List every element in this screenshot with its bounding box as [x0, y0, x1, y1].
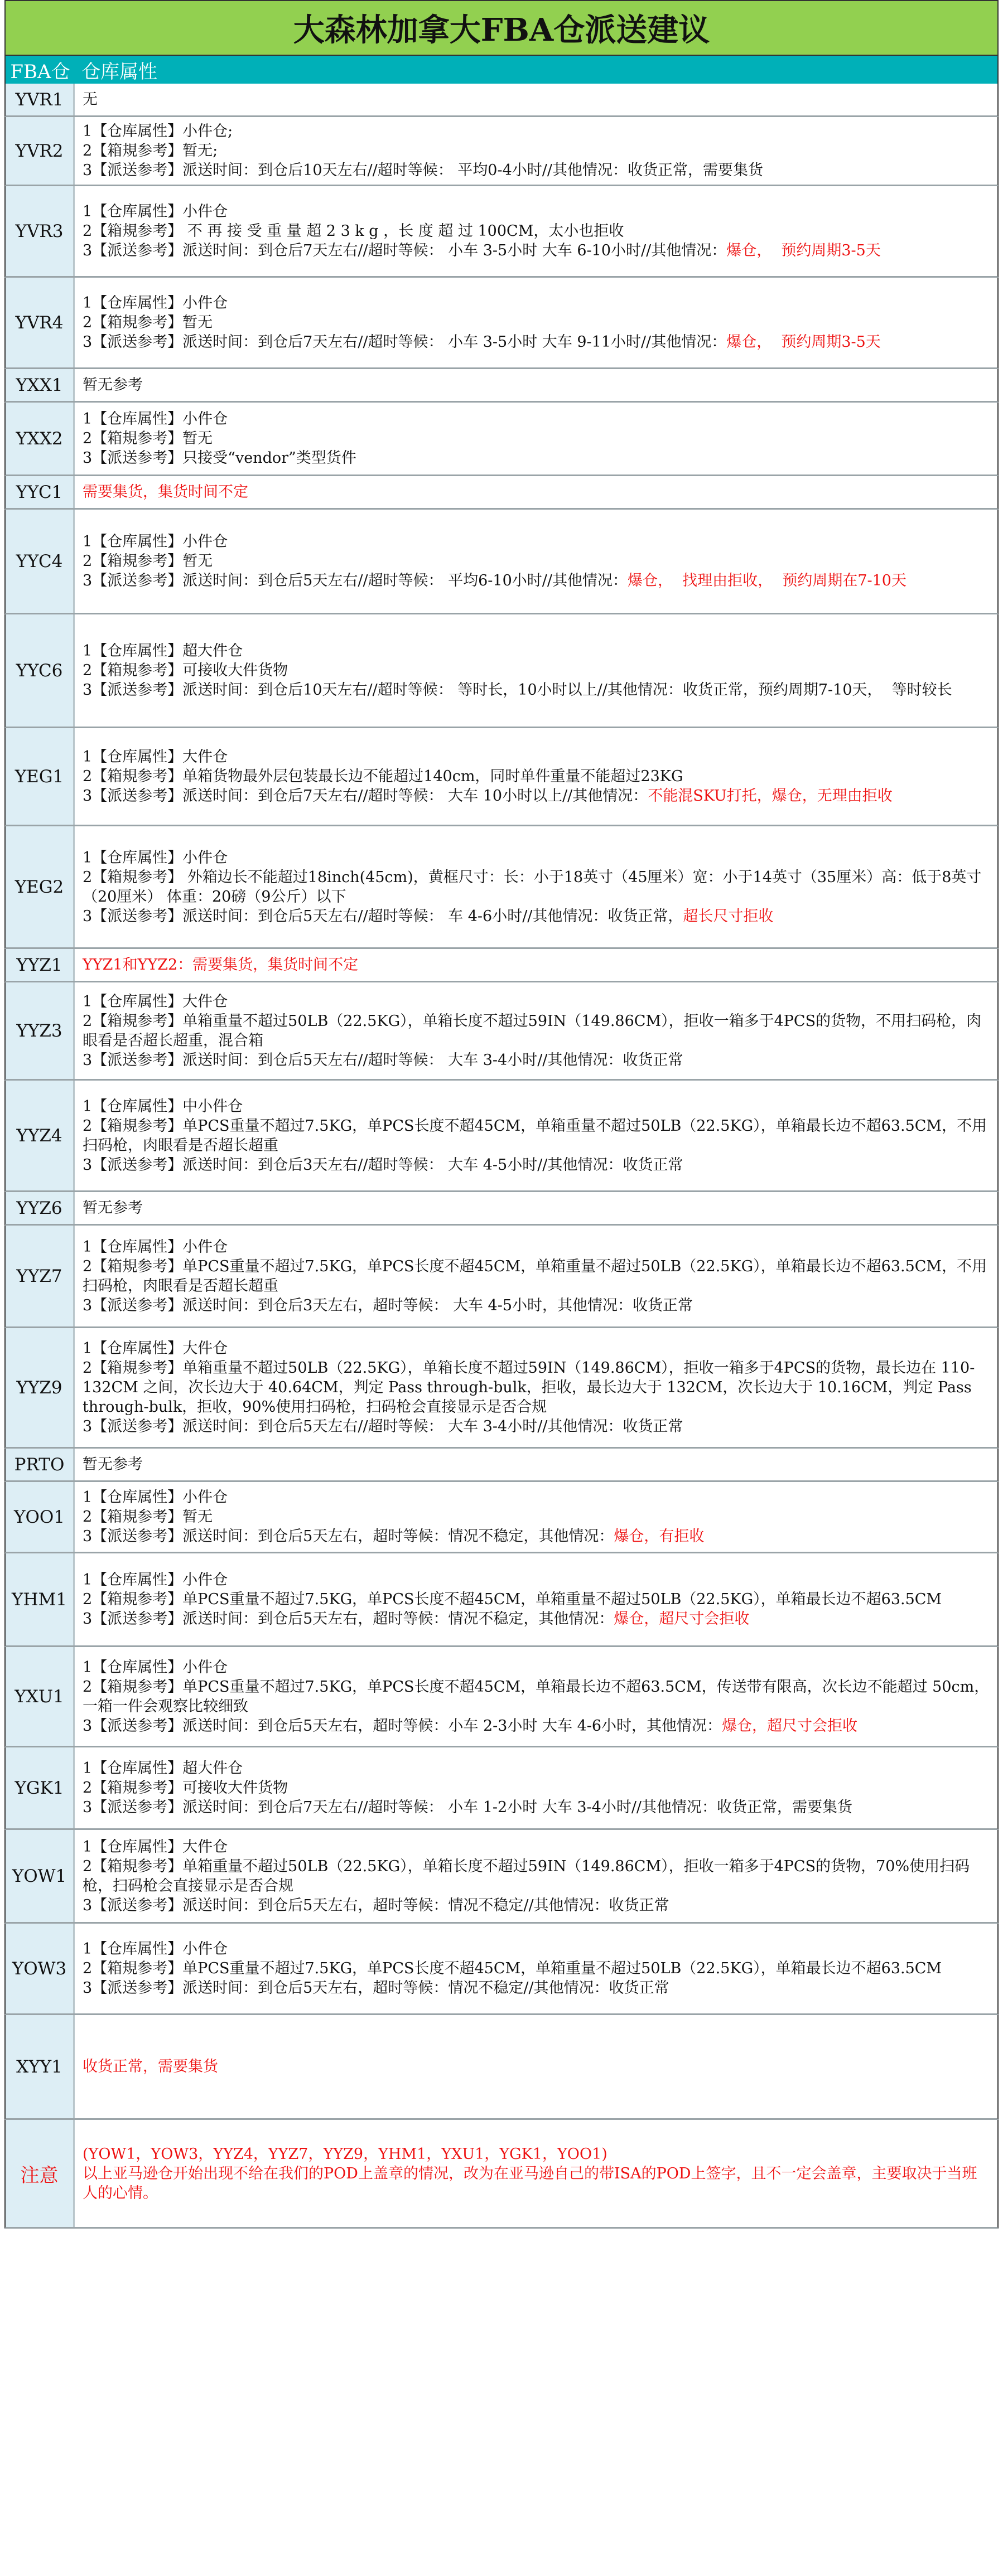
detail-line [83, 1978, 990, 1998]
detail-line [83, 1590, 990, 1609]
detail-line [83, 1837, 990, 1857]
warehouse-details [75, 1449, 997, 1480]
warehouse-code: YVR1 [6, 84, 75, 115]
detail-line [83, 1759, 990, 1778]
warehouse-details [75, 1647, 997, 1746]
detail-line [83, 1778, 990, 1798]
warehouse-code: YYC1 [6, 476, 75, 508]
detail-line [83, 241, 990, 260]
warehouse-code: YVR3 [6, 186, 75, 276]
detail-text: 1【仓库属性】小件仓; [83, 123, 233, 140]
detail-text: 暂无参考 [83, 1456, 143, 1473]
detail-text: 1【仓库属性】小件仓 [83, 1238, 228, 1256]
detail-line [83, 1198, 990, 1218]
warehouse-details [75, 1226, 997, 1326]
detail-line [83, 1050, 990, 1070]
table-row [4, 1924, 999, 2015]
table-row [4, 982, 999, 1081]
detail-text: 2【箱規参考】暂无 [83, 430, 213, 447]
warehouse-details [75, 186, 997, 276]
column-header [4, 56, 999, 84]
warehouse-code: YOO1 [6, 1482, 75, 1552]
warehouse-code: YVR2 [6, 117, 75, 185]
detail-text: 3【派送参考】派送时间：到仓后7天左右//超时等候： 小车 1-2小时 大车 3-4小时//其他情况：收货正常，需要集货 [83, 1799, 853, 1816]
warehouse-details [75, 1553, 997, 1645]
alert-text: 爆仓， 预约周期3-5天 [726, 242, 881, 259]
detail-line [83, 868, 990, 907]
warehouse-code: YYZ4 [6, 1081, 75, 1190]
warehouse-details [75, 1328, 997, 1447]
warehouse-code: YXX1 [6, 369, 75, 401]
table-row [4, 1647, 999, 1747]
detail-line [83, 1417, 990, 1436]
table-row [4, 117, 999, 186]
page-title: 大森林加拿大FBA仓派送建议 [4, 0, 999, 56]
detail-text: 1【仓库属性】小件仓 [83, 1489, 228, 1506]
detail-text: 2【箱規参考】暂无; [83, 142, 218, 159]
detail-line [83, 1488, 990, 1507]
detail-line [83, 786, 990, 806]
detail-text: 3【派送参考】派送时间：到仓后7天左右//超时等候： 小车 3-5小时 大车 9-11小时//其他情况： [83, 333, 727, 351]
warehouse-code: YYC6 [6, 614, 75, 727]
warehouse-details [75, 510, 997, 613]
detail-text: 3【派送参考】派送时间：到仓后10天左右//超时等候： 平均0-4小时//其他情况：收货正常，需要集货 [83, 162, 763, 179]
warehouse-code: YHM1 [6, 1553, 75, 1645]
alert-text: 爆仓，超尺寸会拒收 [614, 1610, 750, 1628]
detail-text: 3【派送参考】派送时间：到仓后5天左右，超时等候：情况不稳定，其他情况： [83, 1528, 614, 1545]
detail-line [83, 1609, 990, 1629]
warehouse-code: YEG1 [6, 728, 75, 825]
header-warehouse-attributes: 仓库属性 [81, 60, 157, 83]
detail-text: 2【箱規参考】单箱货物最外层包装最长边不能超过140cm，同时单件重量不能超过23KG [83, 768, 683, 785]
detail-text: 1【仓库属性】中小件仓 [83, 1097, 243, 1115]
alert-text: 以上亚马逊仓开始出现不给在我们的POD上盖章的情况，改为在亚马逊自己的带ISA的POD上签字，且不一定会盖章，主要取决于当班人的心情。 [83, 2165, 977, 2202]
detail-text: 2【箱規参考】暂无 [83, 314, 213, 331]
detail-text: 1【仓库属性】大件仓 [83, 992, 228, 1010]
warehouse-code: YYC4 [6, 510, 75, 613]
detail-text: 3【派送参考】派送时间：到仓后5天左右//超时等候： 车 4-6小时//其他情况：收货正常， [83, 907, 683, 925]
detail-line [83, 848, 990, 868]
detail-text: 无 [83, 91, 98, 108]
detail-line [83, 1237, 990, 1257]
detail-text: 2【箱規参考】 外箱边长不能超过18inch(45cm)，黄框尺寸：长：小于18英寸（45厘米）宽：小于14英寸（35厘米）高：低于8英寸（20厘米） 体重：20磅（9公斤）以下 [83, 868, 982, 906]
detail-line [83, 1716, 990, 1736]
table-row [4, 1449, 999, 1482]
warehouse-code: PRTO [6, 1449, 75, 1480]
detail-line [83, 293, 990, 313]
detail-line [83, 409, 990, 429]
warehouse-details [75, 278, 997, 367]
alert-text: 需要集货，集货时间不定 [83, 483, 248, 501]
detail-text: 3【派送参考】派送时间：到仓后5天左右，超时等候：情况不稳定//其他情况：收货正常 [83, 1979, 669, 1997]
table-row [4, 510, 999, 614]
detail-text: 2【箱規参考】单箱重量不超过50LB（22.5KG），单箱长度不超过59IN（149.86CM），拒收一箱多于4PCS的货物，最长边在 110-132CM 之间，次长边大于 40.64CM，判定 Pass through-bulk，拒收，最长边大于 132CM，次长边大于 10.16CM，判定 Pass through-bulk，拒收，90%使用扫码枪，扫码枪会直接显示是否合规 [83, 1359, 977, 1416]
table-row [4, 403, 999, 476]
warehouse-details [75, 1081, 997, 1190]
detail-line [83, 907, 990, 926]
detail-line [83, 482, 990, 502]
table-row [4, 1830, 999, 1924]
detail-text: 1【仓库属性】超大件仓 [83, 1760, 243, 1777]
detail-text: 3【派送参考】只接受“vendor”类型货件 [83, 449, 356, 467]
detail-line [83, 551, 990, 571]
detail-text: 1【仓库属性】大件仓 [83, 1838, 228, 1856]
detail-text: 2【箱規参考】单PCS重量不超过7.5KG，单PCS长度不超45CM，单箱重量不超过50LB（22.5KG），单箱最长边不超63.5CM，不用扫码枪，肉眼看是否超长超重 [83, 1117, 987, 1154]
detail-line [83, 1339, 990, 1358]
warehouse-code: XYY1 [6, 2015, 75, 2118]
warehouse-code: YYZ6 [6, 1192, 75, 1224]
detail-line [83, 641, 990, 661]
alert-text: 收货正常，需要集货 [83, 2058, 218, 2075]
detail-line [83, 1097, 990, 1116]
detail-line [83, 992, 990, 1011]
detail-line [83, 1011, 990, 1050]
detail-line [83, 1358, 990, 1417]
detail-text: 1【仓库属性】大件仓 [83, 748, 228, 766]
table-row [4, 1081, 999, 1192]
warehouse-details [75, 949, 997, 981]
detail-text: 1【仓库属性】小件仓 [83, 294, 228, 312]
table-row [4, 614, 999, 728]
detail-text: 3【派送参考】派送时间：到仓后7天左右//超时等候： 大车 10小时以上//其他情况： [83, 787, 648, 805]
warehouse-details [75, 1830, 997, 1922]
detail-text: 2【箱規参考】单PCS重量不超过7.5KG，单PCS长度不超45CM，单箱重量不超过50LB（22.5KG），单箱最长边不超63.5CM，不用扫码枪，肉眼看是否超长超重 [83, 1257, 987, 1295]
warehouse-details [75, 117, 997, 185]
warehouse-details [75, 728, 997, 825]
detail-text: 2【箱規参考】暂无 [83, 1508, 213, 1526]
warehouse-code: YOW1 [6, 1830, 75, 1922]
detail-line [83, 1257, 990, 1296]
warehouse-code: YGK1 [6, 1747, 75, 1828]
detail-text: 暂无参考 [83, 376, 143, 394]
table-row [4, 1482, 999, 1553]
detail-line [83, 1527, 990, 1546]
warehouse-details [75, 1924, 997, 2013]
detail-text: 3【派送参考】派送时间：到仓后5天左右//超时等候： 大车 3-4小时//其他情况：收货正常 [83, 1051, 683, 1069]
detail-line [83, 448, 990, 468]
detail-line [83, 1155, 990, 1175]
detail-text: 3【派送参考】派送时间：到仓后5天左右//超时等候： 平均6-10小时//其他情况： [83, 572, 628, 589]
detail-text: 2【箱規参考】可接收大件货物 [83, 662, 288, 679]
detail-line [83, 955, 990, 975]
detail-text: 3【派送参考】派送时间：到仓后5天左右，超时等候：情况不稳定，其他情况： [83, 1610, 614, 1628]
warehouse-code: YXU1 [6, 1647, 75, 1746]
detail-text: 1【仓库属性】小件仓 [83, 1571, 228, 1589]
detail-line [83, 747, 990, 767]
alert-text: 超长尺寸拒收 [683, 907, 774, 925]
detail-text: 3【派送参考】派送时间：到仓后10天左右//超时等候： 等时长，10小时以上//其他情况：收货正常，预约周期7-10天， 等时较长 [83, 681, 952, 699]
detail-line [83, 202, 990, 221]
detail-line [83, 313, 990, 332]
detail-line [83, 2057, 990, 2076]
detail-line [83, 161, 990, 180]
warehouse-code: YYZ1 [6, 949, 75, 981]
detail-line [83, 375, 990, 395]
detail-text: 2【箱規参考】单PCS重量不超过7.5KG，单PCS长度不超45CM，单箱最长边不超63.5CM，传送带有限高，次长边不能超过 50cm，一箱一件会观察比较细致 [83, 1678, 990, 1715]
warehouse-details [75, 1747, 997, 1828]
alert-text: YYZ1和YYZ2：需要集货，集货时间不定 [83, 956, 359, 974]
warehouse-details [75, 1192, 997, 1224]
detail-line [83, 429, 990, 448]
table-row [4, 2120, 999, 2229]
detail-text: 2【箱規参考】可接收大件货物 [83, 1779, 288, 1797]
alert-text: 爆仓， 预约周期3-5天 [726, 333, 881, 351]
table-row [4, 84, 999, 117]
warehouse-details [75, 369, 997, 401]
detail-text: 2【箱規参考】单PCS重量不超过7.5KG，单PCS长度不超45CM，单箱重量不超过50LB（22.5KG），单箱最长边不超63.5CM [83, 1591, 942, 1608]
detail-text: 1【仓库属性】小件仓 [83, 203, 228, 220]
warehouse-details [75, 1482, 997, 1552]
table-row [4, 2015, 999, 2120]
detail-text: 2【箱規参考】 不 再 接 受 重 量 超 2 3 k g ，长 度 超 过 100CM，太小也拒收 [83, 222, 624, 240]
detail-text: 1【仓库属性】小件仓 [83, 1658, 228, 1676]
detail-line [83, 1116, 990, 1155]
note-label: 注意 [6, 2120, 75, 2227]
detail-line [83, 767, 990, 786]
warehouse-details [75, 614, 997, 727]
detail-text: 暂无参考 [83, 1199, 143, 1217]
alert-text: 爆仓，超尺寸会拒收 [722, 1717, 858, 1735]
detail-line [83, 1939, 990, 1959]
warehouse-code: YEG2 [6, 826, 75, 947]
detail-line [83, 1507, 990, 1527]
table-row [4, 186, 999, 278]
detail-line [83, 680, 990, 700]
warehouse-details [75, 84, 997, 115]
table-row [4, 1553, 999, 1647]
table-row [4, 278, 999, 369]
detail-line [83, 1296, 990, 1315]
header-warehouse-code: FBA仓 [10, 60, 70, 83]
detail-line [83, 1658, 990, 1677]
warehouse-details [75, 476, 997, 508]
detail-text: 3【派送参考】派送时间：到仓后5天左右，超时等候：小车 2-3小时 大车 4-6小时，其他情况： [83, 1717, 722, 1735]
warehouse-code: YXX2 [6, 403, 75, 474]
warehouse-rows [4, 84, 999, 2229]
detail-text: 3【派送参考】派送时间：到仓后3天左右//超时等候： 大车 4-5小时//其他情况：收货正常 [83, 1156, 683, 1174]
detail-line [83, 571, 990, 590]
table-row [4, 476, 999, 510]
detail-text: 3【派送参考】派送时间：到仓后7天左右//超时等候： 小车 3-5小时 大车 6-10小时//其他情况： [83, 242, 727, 259]
detail-line [83, 1798, 990, 1817]
alert-text: 不能混SKU打托，爆仓，无理由拒收 [648, 787, 893, 805]
detail-line [83, 1677, 990, 1716]
detail-text: 1【仓库属性】超大件仓 [83, 642, 243, 660]
warehouse-details [75, 403, 997, 474]
detail-text: 1【仓库属性】小件仓 [83, 533, 228, 550]
warehouse-code: YVR4 [6, 278, 75, 367]
warehouse-details [75, 2120, 997, 2227]
table-row [4, 369, 999, 403]
warehouse-code: YYZ3 [6, 982, 75, 1079]
table-row [4, 826, 999, 949]
alert-text: 爆仓， 找理由拒收， 预约周期在7-10天 [627, 572, 906, 589]
table-row [4, 1328, 999, 1449]
detail-line [83, 122, 990, 141]
alert-text: 爆仓，有拒收 [614, 1528, 705, 1545]
warehouse-code: YYZ9 [6, 1328, 75, 1447]
detail-line [83, 90, 990, 109]
detail-line [83, 1570, 990, 1590]
detail-text: 3【派送参考】派送时间：到仓后5天左右，超时等候：情况不稳定//其他情况：收货正常 [83, 1896, 669, 1914]
table-row [4, 949, 999, 982]
warehouse-code: YOW3 [6, 1924, 75, 2013]
detail-text: 2【箱規参考】暂无 [83, 553, 213, 570]
detail-line [83, 1959, 990, 1978]
table-row [4, 1192, 999, 1226]
detail-line [83, 332, 990, 352]
detail-line [83, 1896, 990, 1915]
detail-line [83, 221, 990, 241]
detail-text: 3【派送参考】派送时间：到仓后5天左右//超时等候： 大车 3-4小时//其他情况：收货正常 [83, 1418, 683, 1435]
warehouse-code: YYZ7 [6, 1226, 75, 1326]
detail-text: 1【仓库属性】小件仓 [83, 410, 228, 428]
detail-text: 2【箱規参考】单PCS重量不超过7.5KG，单PCS长度不超45CM，单箱重量不超过50LB（22.5KG），单箱最长边不超63.5CM [83, 1960, 942, 1977]
detail-text: 2【箱規参考】单箱重量不超过50LB（22.5KG），单箱长度不超过59IN（149.86CM），拒收一箱多于4PCS的货物，不用扫码枪，肉眼看是否超长超重，混合箱 [83, 1012, 982, 1049]
warehouse-details [75, 982, 997, 1079]
detail-line [83, 2144, 990, 2164]
table-row [4, 728, 999, 826]
detail-line [83, 2164, 990, 2203]
detail-line [83, 661, 990, 680]
fba-warehouse-sheet [4, 0, 999, 2229]
detail-text: 1【仓库属性】小件仓 [83, 849, 228, 866]
alert-text: (YOW1，YOW3，YYZ4，YYZ7，YYZ9，YHM1，YXU1，YGK1，YOO1) [83, 2145, 607, 2163]
detail-text: 3【派送参考】派送时间：到仓后3天左右，超时等候： 大车 4-5小时，其他情况：收货正常 [83, 1296, 693, 1314]
warehouse-details [75, 2015, 997, 2118]
warehouse-details [75, 826, 997, 947]
table-row [4, 1747, 999, 1830]
detail-text: 1【仓库属性】大件仓 [83, 1340, 228, 1357]
detail-line [83, 141, 990, 161]
table-row [4, 1226, 999, 1328]
detail-line [83, 532, 990, 551]
detail-line [83, 1857, 990, 1896]
detail-text: 1【仓库属性】小件仓 [83, 1940, 228, 1958]
detail-text: 2【箱規参考】单箱重量不超过50LB（22.5KG），单箱长度不超过59IN（149.86CM），拒收一箱多于4PCS的货物，70%使用扫码枪，扫码枪会直接显示是否合规 [83, 1857, 970, 1895]
detail-line [83, 1455, 990, 1474]
